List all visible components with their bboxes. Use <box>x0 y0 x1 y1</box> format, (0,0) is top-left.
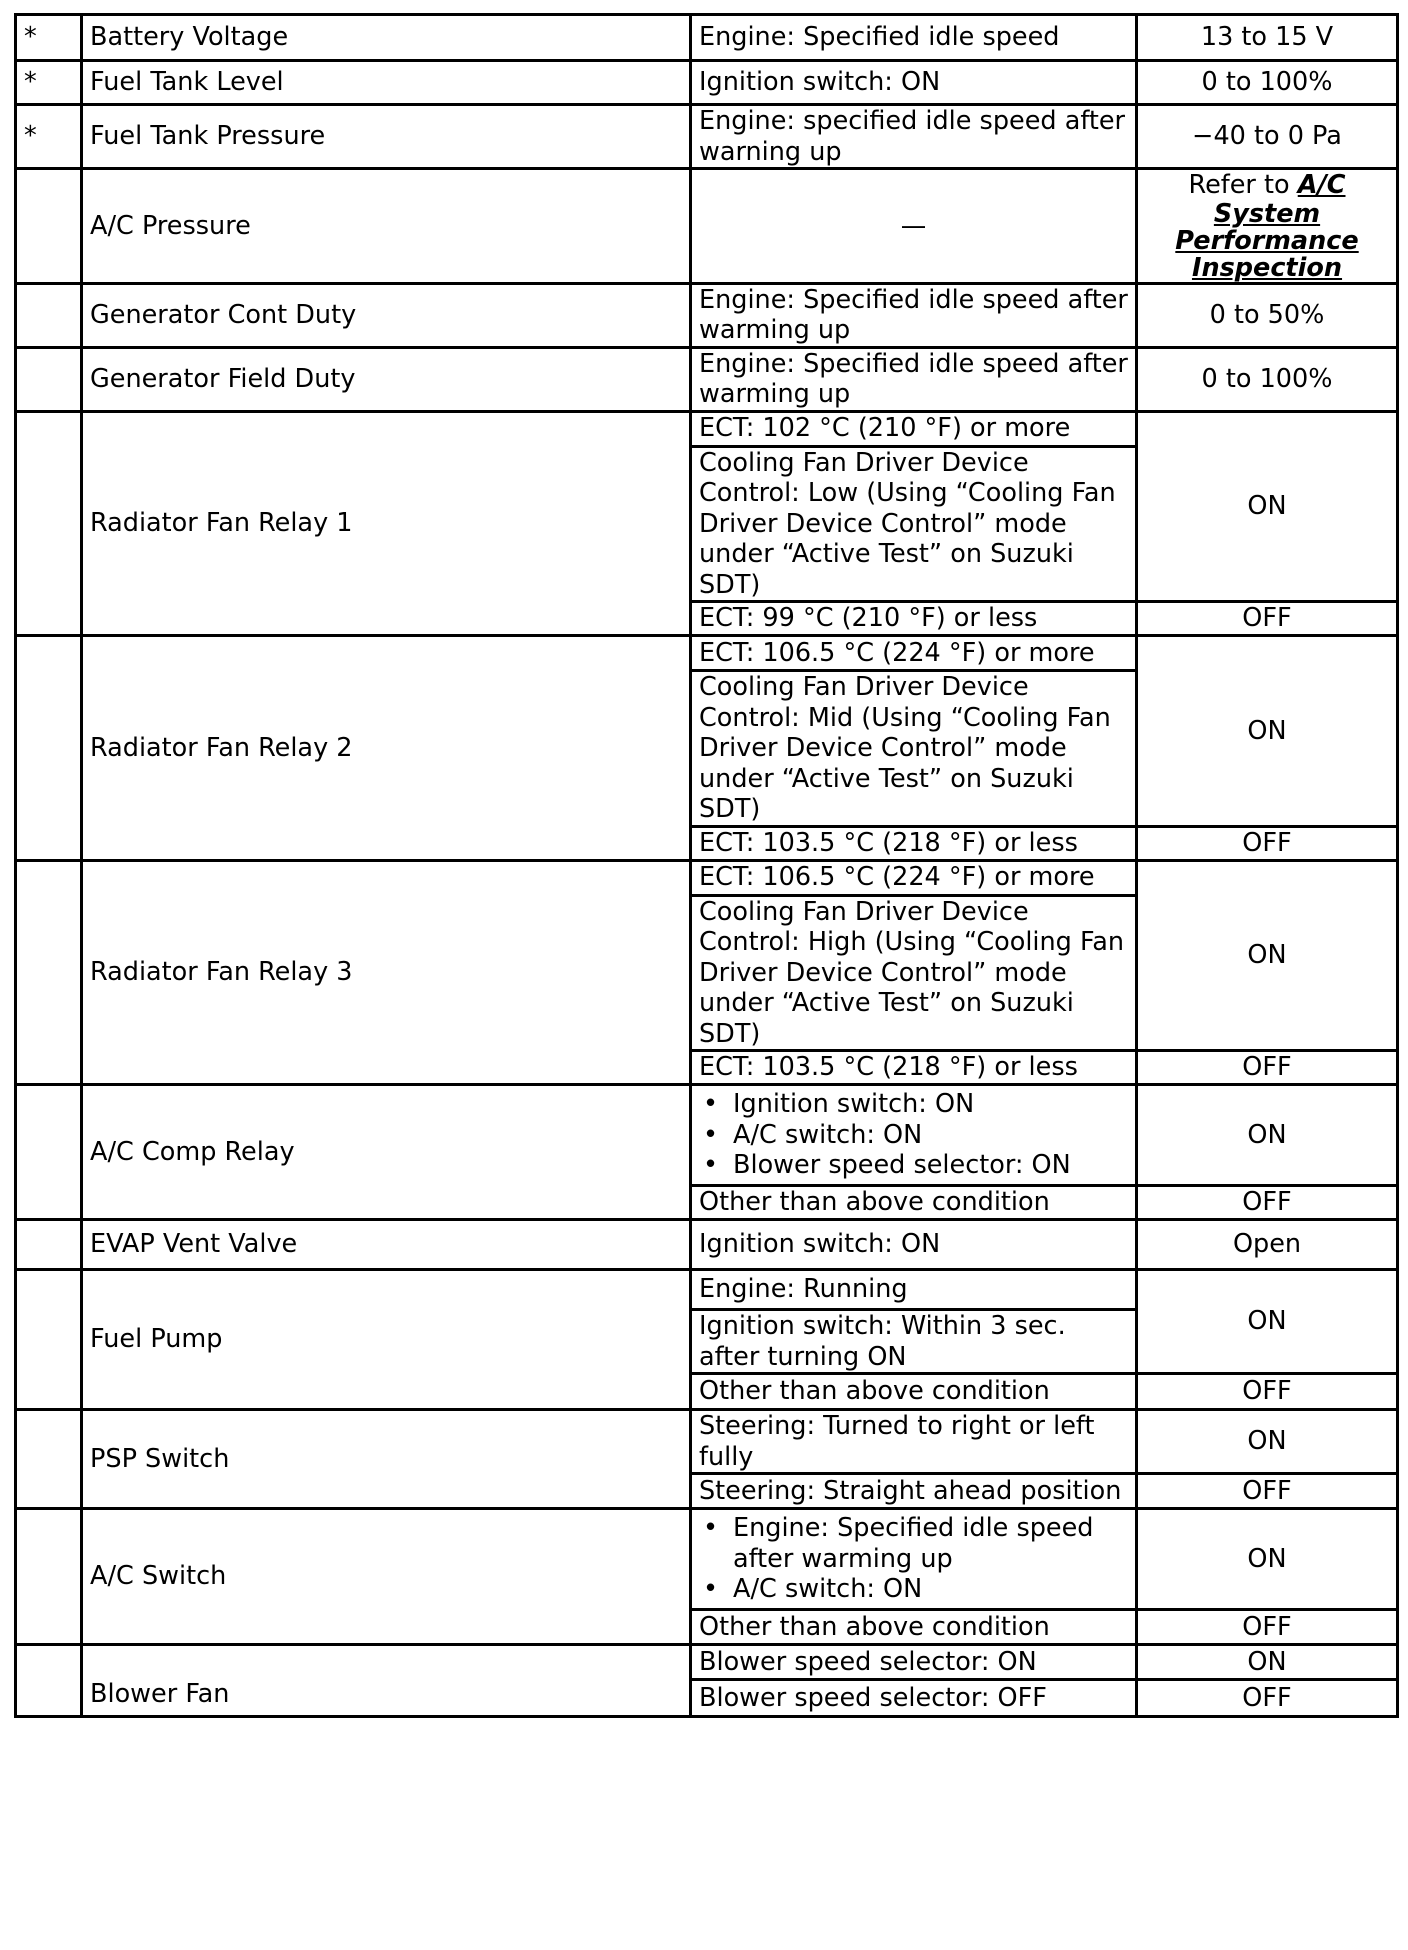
value-cell: OFF <box>1137 826 1398 860</box>
data-list-table <box>14 13 1399 1718</box>
condition-cell: Engine: Running <box>691 1270 1137 1310</box>
list-item: • A/C switch: ON <box>699 1120 1128 1151</box>
condition-cell: ECT: 99 °C (210 °F) or less <box>691 602 1137 636</box>
value-cell: ON <box>1137 1645 1398 1680</box>
value-cell: ON <box>1137 1085 1398 1186</box>
mark-cell <box>16 1509 82 1645</box>
bullet-icon: • <box>703 1119 719 1150</box>
table-row <box>16 1410 1398 1474</box>
value-cell: OFF <box>1137 1051 1398 1085</box>
condition-cell: Other than above condition <box>691 1610 1137 1645</box>
bullet-list <box>699 1513 1128 1605</box>
mark-cell <box>16 1085 82 1220</box>
condition-cell: Steering: Turned to right or left fully <box>691 1410 1137 1474</box>
value-cell: 0 to 50% <box>1137 283 1398 347</box>
condition-cell: Ignition switch: Within 3 sec. after turning ON <box>691 1310 1137 1374</box>
item-ac-switch: A/C Switch <box>82 1509 691 1645</box>
table-row <box>16 283 1398 347</box>
value-cell: ON <box>1137 411 1398 602</box>
table-row <box>16 61 1398 105</box>
item-radiator-fan-relay-2: Radiator Fan Relay 2 <box>82 636 691 861</box>
table-row <box>16 860 1398 895</box>
condition-cell: Engine: specified idle speed after warning up <box>691 105 1137 169</box>
mark-cell <box>16 1220 82 1270</box>
item-psp-switch: PSP Switch <box>82 1410 691 1509</box>
bullet-icon: • <box>703 1089 719 1120</box>
mark-cell <box>16 860 82 1085</box>
table-row <box>16 1270 1398 1310</box>
ac-system-performance-inspection-link[interactable]: A/C <box>1297 170 1346 200</box>
value-cell <box>1137 169 1398 284</box>
condition-cell: ECT: 103.5 °C (218 °F) or less <box>691 826 1137 860</box>
condition-cell: Cooling Fan Driver Device Control: Mid (Using “Cooling Fan Driver Device Control” mode under “Active Test” on Suzuki SDT) <box>691 671 1137 827</box>
condition-cell <box>691 1509 1137 1610</box>
condition-cell: Other than above condition <box>691 1374 1137 1410</box>
item-generator-field-duty: Generator Field Duty <box>82 347 691 411</box>
condition-cell: — <box>691 169 1137 284</box>
item-fuel-pump: Fuel Pump <box>82 1270 691 1410</box>
value-cell: OFF <box>1137 1186 1398 1220</box>
mark-cell <box>16 347 82 411</box>
ac-system-performance-inspection-link[interactable]: System <box>1213 198 1321 229</box>
table-row <box>16 347 1398 411</box>
list-item: • A/C switch: ON <box>699 1574 1128 1605</box>
table-row <box>16 636 1398 671</box>
item-radiator-fan-relay-1: Radiator Fan Relay 1 <box>82 411 691 636</box>
value-cell: 0 to 100% <box>1137 347 1398 411</box>
condition-cell: ECT: 102 °C (210 °F) or more <box>691 411 1137 446</box>
item-ac-pressure: A/C Pressure <box>82 169 691 284</box>
condition-cell: Engine: Specified idle speed after warming up <box>691 283 1137 347</box>
value-cell: ON <box>1137 1410 1398 1474</box>
asterisk-mark: * <box>16 15 82 61</box>
condition-cell: Cooling Fan Driver Device Control: Low (Using “Cooling Fan Driver Device Control” mode under “Active Test” on Suzuki SDT) <box>691 446 1137 602</box>
condition-cell <box>691 1085 1137 1186</box>
bullet-icon: • <box>703 1150 719 1181</box>
mark-cell <box>16 1645 82 1717</box>
value-cell: 0 to 100% <box>1137 61 1398 105</box>
value-cell: ON <box>1137 1270 1398 1374</box>
table-row <box>16 411 1398 446</box>
bullet-list <box>699 1089 1128 1181</box>
spec-table-page <box>14 13 1396 1718</box>
value-cell: OFF <box>1137 1474 1398 1509</box>
value-cell: OFF <box>1137 602 1398 636</box>
mark-cell <box>16 411 82 636</box>
bullet-icon: • <box>703 1574 719 1605</box>
table-row <box>16 1509 1398 1610</box>
item-generator-cont-duty: Generator Cont Duty <box>82 283 691 347</box>
item-fuel-tank-pressure: Fuel Tank Pressure <box>82 105 691 169</box>
mark-cell <box>16 1270 82 1410</box>
condition-cell: Ignition switch: ON <box>691 61 1137 105</box>
condition-cell: Engine: Specified idle speed <box>691 15 1137 61</box>
item-radiator-fan-relay-3: Radiator Fan Relay 3 <box>82 860 691 1085</box>
value-cell: OFF <box>1137 1680 1398 1717</box>
value-cell: OFF <box>1137 1610 1398 1645</box>
asterisk-mark: * <box>16 61 82 105</box>
value-cell: OFF <box>1137 1374 1398 1410</box>
value-cell: ON <box>1137 860 1398 1051</box>
condition-cell: Blower speed selector: OFF <box>691 1680 1137 1717</box>
mark-cell <box>16 169 82 284</box>
list-item: • Engine: Specified idle speed after warming up <box>699 1513 1128 1574</box>
condition-cell: Ignition switch: ON <box>691 1220 1137 1270</box>
condition-cell: Steering: Straight ahead position <box>691 1474 1137 1509</box>
condition-cell: Engine: Specified idle speed after warming up <box>691 347 1137 411</box>
refer-to-text: Refer to <box>1188 170 1290 200</box>
bullet-icon: • <box>703 1513 719 1544</box>
condition-cell: Blower speed selector: ON <box>691 1645 1137 1680</box>
ac-system-performance-inspection-link[interactable]: Performance <box>1175 225 1359 256</box>
item-ac-comp-relay: A/C Comp Relay <box>82 1085 691 1220</box>
list-item: • Blower speed selector: ON <box>699 1150 1128 1181</box>
table-row <box>16 1085 1398 1186</box>
value-cell: 13 to 15 V <box>1137 15 1398 61</box>
mark-cell <box>16 283 82 347</box>
table-row <box>16 1220 1398 1270</box>
ac-system-performance-inspection-link[interactable]: Inspection <box>1191 252 1343 283</box>
mark-cell <box>16 636 82 861</box>
value-cell: Open <box>1137 1220 1398 1270</box>
condition-cell: ECT: 106.5 °C (224 °F) or more <box>691 860 1137 895</box>
condition-cell: Other than above condition <box>691 1186 1137 1220</box>
list-item: • Ignition switch: ON <box>699 1089 1128 1120</box>
item-battery-voltage: Battery Voltage <box>82 15 691 61</box>
value-cell: −40 to 0 Pa <box>1137 105 1398 169</box>
table-row <box>16 1645 1398 1680</box>
mark-cell <box>16 1410 82 1509</box>
item-evap-vent-valve: EVAP Vent Valve <box>82 1220 691 1270</box>
condition-cell: ECT: 106.5 °C (224 °F) or more <box>691 636 1137 671</box>
condition-cell: ECT: 103.5 °C (218 °F) or less <box>691 1051 1137 1085</box>
asterisk-mark: * <box>16 105 82 169</box>
condition-cell: Cooling Fan Driver Device Control: High (Using “Cooling Fan Driver Device Control” mode under “Active Test” on Suzuki SDT) <box>691 895 1137 1051</box>
value-cell: ON <box>1137 636 1398 827</box>
table-row <box>16 105 1398 169</box>
table-row <box>16 169 1398 284</box>
value-cell: ON <box>1137 1509 1398 1610</box>
item-fuel-tank-level: Fuel Tank Level <box>82 61 691 105</box>
table-row <box>16 15 1398 61</box>
item-blower-fan: Blower Fan <box>82 1645 691 1717</box>
